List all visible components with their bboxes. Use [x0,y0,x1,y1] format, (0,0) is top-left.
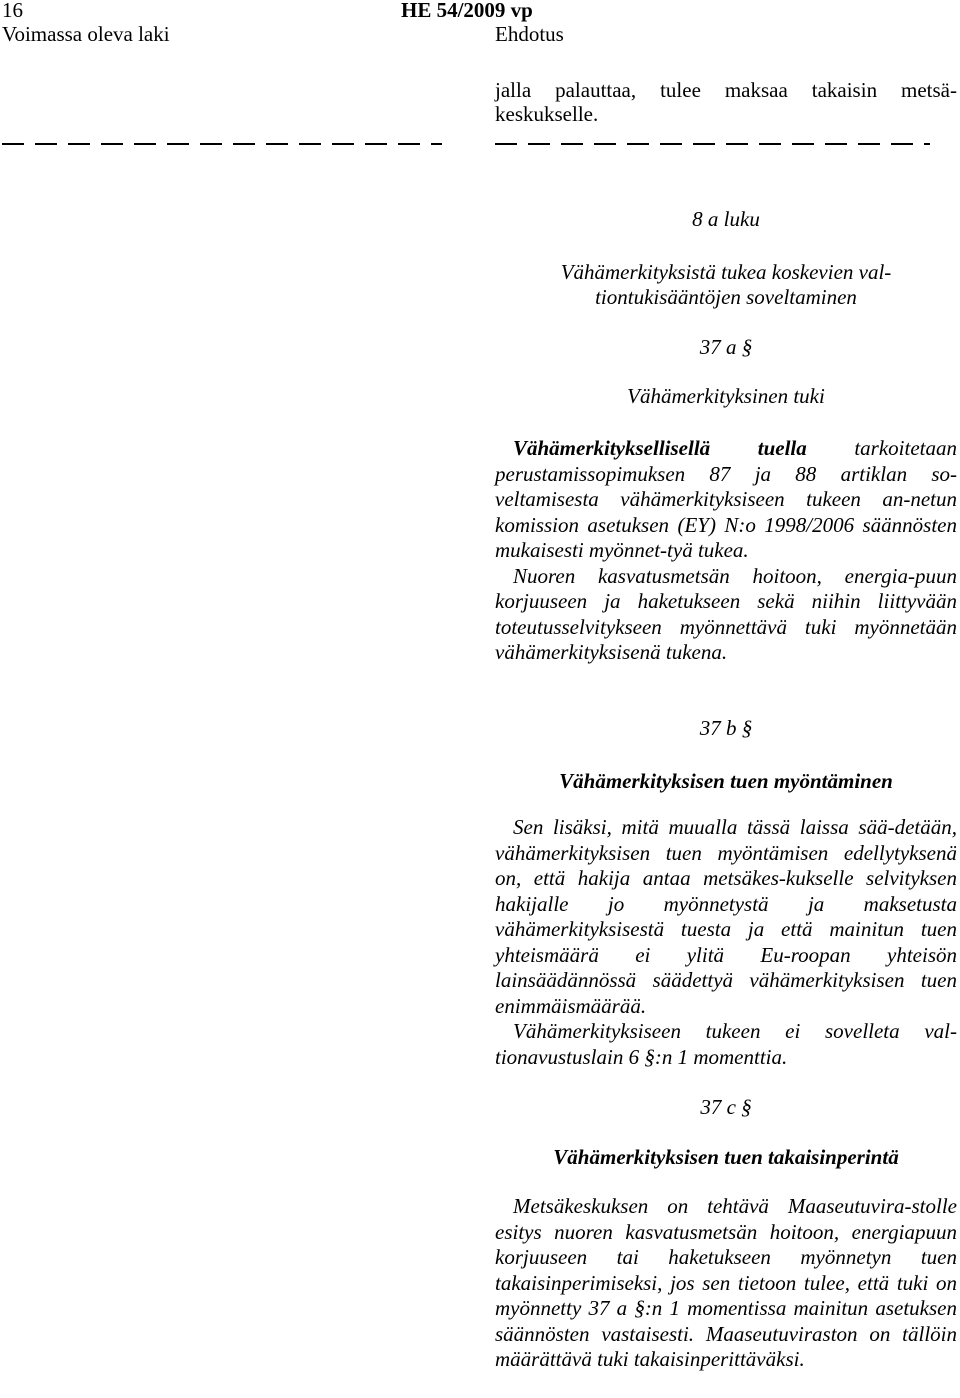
paragraph-text: tarkoitetaan perustamissopimuksen 87 ja 88 artiklan so-veltamisesta vähämerkityksiseen tukeen an-netun komission asetuksen (EY) N:o 1998/2006 säännösten mukaisesti myönnet-tyä tukea. [495,436,958,562]
chapter-title: Vähämerkityksistä tukea koskevien val-tiontukisääntöjen soveltaminen [560,260,892,309]
paragraph: Nuoren kasvatusmetsän hoitoon, energia-puun korjuuseen ja haketukseen sekä niihin liittyvään toteutusselvitykseen myönnettävä tuki myönnetään vähämerkityksisenä tukena. [495,563,957,664]
section-number: 37 a § [699,335,753,359]
left-dash-divider [2,143,442,145]
document-id: HE 54/2009 vp [401,0,533,22]
intro-text: jalla palauttaa, tulee maksaa takaisin metsä-keskukselle. [495,78,957,126]
section-title: Vähämerkityksisen tuen myöntäminen [559,769,893,793]
section-title: Vähämerkityksinen tuki [627,384,825,408]
section-number: 37 b § [699,716,753,740]
page-number: 16 [2,0,23,22]
paragraph: Sen lisäksi, mitä muualla tässä laissa sää-detään, vähämerkityksisen tuen myöntämisen edellytyksenä on, että hakija antaa metsäkes-kukselle selvityksen hakijalle jo myönnetystä ja maksetusta vähämerkityksisestä tuesta ja että mainitun tuen yhteismäärä ei ylitä Eu-roopan yhteisön lainsäädännössä säädettyä vähämerkityksisen tuen enimmäismäärää. [495,815,957,1018]
section-body [495,1194,957,1373]
right-column-title: Ehdotus [495,22,564,46]
left-column-title: Voimassa oleva laki [2,22,170,46]
paragraph [495,436,957,564]
chapter-number: 8 a luku [692,207,760,231]
right-dash-divider [495,143,930,145]
paragraph: Metsäkeskuksen on tehtävä Maaseutuvira-stolle esitys nuoren kasvatusmetsän hoitoon, energiapuun korjuuseen tai haketukseen myönnetyn tuen takaisinperimiseksi, jos sen tietoon tulee, että tuki on myönnetty 37 a §:n 1 momentissa mainitun asetuksen säännösten vastaisesti. Maaseutuviraston on tällöin määrättävä tuki takaisinperittäväksi. [495,1194,957,1371]
section-body [495,436,957,666]
paragraph: Vähämerkityksiseen tukeen ei sovelleta val-tionavustuslain 6 §:n 1 momenttia. [495,1019,957,1069]
defined-term: Vähämerkityksellisellä tuella [513,436,807,460]
section-body [495,815,957,1070]
section-number: 37 c § [700,1095,752,1119]
section-title: Vähämerkityksisen tuen takaisinperintä [553,1145,899,1169]
